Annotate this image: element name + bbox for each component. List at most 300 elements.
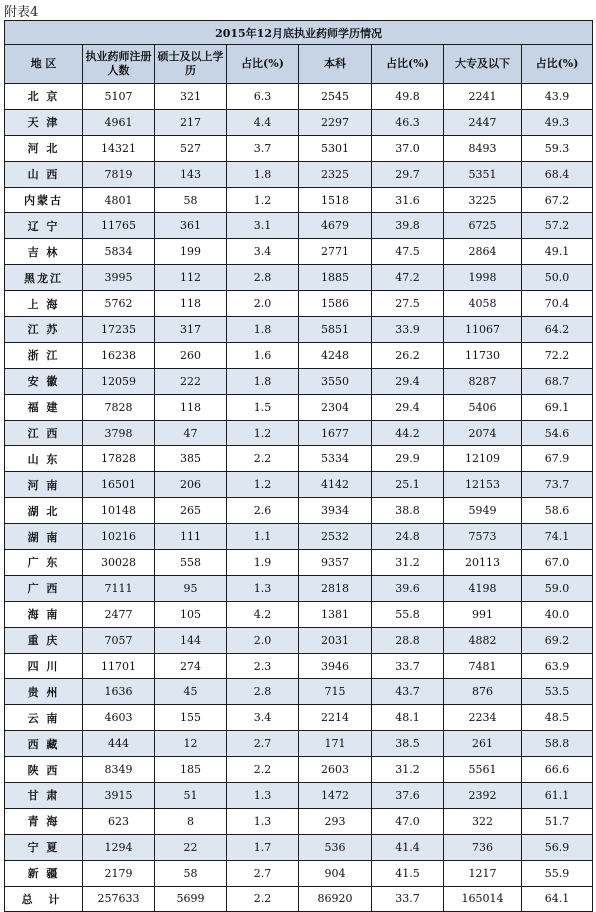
masters-pct-cell: 2.2 <box>227 757 299 783</box>
region-cell: 青 海 <box>5 808 83 834</box>
registered-cell: 3995 <box>83 265 155 291</box>
masters-pct-cell: 3.4 <box>227 705 299 731</box>
college-cell: 991 <box>444 601 522 627</box>
col-header-college: 大专及以下 <box>444 45 522 84</box>
region-cell: 云 南 <box>5 705 83 731</box>
bachelor-cell: 293 <box>299 808 372 834</box>
masters-cell: 527 <box>155 135 227 161</box>
college-pct-cell: 51.7 <box>522 808 593 834</box>
college-pct-cell: 69.1 <box>522 394 593 420</box>
bachelor-cell: 4248 <box>299 342 372 368</box>
table-row <box>5 472 593 498</box>
registered-cell: 2477 <box>83 601 155 627</box>
bachelor-cell: 1381 <box>299 601 372 627</box>
region-cell: 湖 南 <box>5 524 83 550</box>
table-row <box>5 550 593 576</box>
col-header-college-pct: 占比(%) <box>522 45 593 84</box>
bachelor-pct-cell: 44.2 <box>372 420 444 446</box>
college-cell: 11067 <box>444 317 522 343</box>
registered-cell: 16501 <box>83 472 155 498</box>
bachelor-cell: 4142 <box>299 472 372 498</box>
masters-cell: 155 <box>155 705 227 731</box>
table-row <box>5 291 593 317</box>
college-cell: 6725 <box>444 213 522 239</box>
total-masters-pct-cell: 2.2 <box>227 886 299 911</box>
bachelor-cell: 2532 <box>299 524 372 550</box>
bachelor-pct-cell: 41.4 <box>372 834 444 860</box>
college-cell: 1217 <box>444 860 522 886</box>
bachelor-cell: 1518 <box>299 187 372 213</box>
region-cell: 上 海 <box>5 291 83 317</box>
bachelor-pct-cell: 29.4 <box>372 394 444 420</box>
masters-cell: 385 <box>155 446 227 472</box>
masters-pct-cell: 1.8 <box>227 368 299 394</box>
masters-cell: 45 <box>155 679 227 705</box>
region-cell: 重 庆 <box>5 627 83 653</box>
masters-pct-cell: 1.3 <box>227 575 299 601</box>
masters-pct-cell: 2.7 <box>227 731 299 757</box>
bachelor-pct-cell: 24.8 <box>372 524 444 550</box>
masters-pct-cell: 3.4 <box>227 239 299 265</box>
bachelor-cell: 536 <box>299 834 372 860</box>
masters-cell: 118 <box>155 291 227 317</box>
region-cell: 陕 西 <box>5 757 83 783</box>
bachelor-cell: 9357 <box>299 550 372 576</box>
registered-cell: 12059 <box>83 368 155 394</box>
bachelor-cell: 1885 <box>299 265 372 291</box>
table-row <box>5 731 593 757</box>
masters-cell: 47 <box>155 420 227 446</box>
college-pct-cell: 68.4 <box>522 161 593 187</box>
bachelor-pct-cell: 46.3 <box>372 109 444 135</box>
region-cell: 浙 江 <box>5 342 83 368</box>
college-pct-cell: 74.1 <box>522 524 593 550</box>
total-bachelor-pct-cell: 33.7 <box>372 886 444 911</box>
bachelor-pct-cell: 49.8 <box>372 84 444 110</box>
college-pct-cell: 73.7 <box>522 472 593 498</box>
col-header-region: 地 区 <box>5 45 83 84</box>
registered-cell: 11765 <box>83 213 155 239</box>
college-cell: 8493 <box>444 135 522 161</box>
bachelor-cell: 5334 <box>299 446 372 472</box>
region-cell: 西 藏 <box>5 731 83 757</box>
college-cell: 5351 <box>444 161 522 187</box>
bachelor-cell: 1472 <box>299 783 372 809</box>
masters-cell: 361 <box>155 213 227 239</box>
college-pct-cell: 56.9 <box>522 834 593 860</box>
table-row <box>5 627 593 653</box>
bachelor-pct-cell: 39.8 <box>372 213 444 239</box>
bachelor-pct-cell: 55.8 <box>372 601 444 627</box>
bachelor-pct-cell: 47.2 <box>372 265 444 291</box>
masters-pct-cell: 6.3 <box>227 84 299 110</box>
college-pct-cell: 49.3 <box>522 109 593 135</box>
table-row <box>5 239 593 265</box>
college-cell: 261 <box>444 731 522 757</box>
college-cell: 4058 <box>444 291 522 317</box>
bachelor-cell: 5851 <box>299 317 372 343</box>
bachelor-cell: 904 <box>299 860 372 886</box>
region-cell: 山 东 <box>5 446 83 472</box>
college-pct-cell: 49.1 <box>522 239 593 265</box>
registered-cell: 1636 <box>83 679 155 705</box>
college-cell: 2392 <box>444 783 522 809</box>
masters-cell: 222 <box>155 368 227 394</box>
col-header-masters: 硕士及以上学历 <box>155 45 227 84</box>
masters-pct-cell: 1.7 <box>227 834 299 860</box>
registered-cell: 623 <box>83 808 155 834</box>
table-row <box>5 109 593 135</box>
registered-cell: 7819 <box>83 161 155 187</box>
masters-pct-cell: 4.4 <box>227 109 299 135</box>
masters-pct-cell: 3.1 <box>227 213 299 239</box>
masters-cell: 51 <box>155 783 227 809</box>
total-registered-cell: 257633 <box>83 886 155 911</box>
table-title: 2015年12月底执业药师学历情况 <box>5 21 593 45</box>
region-cell: 吉 林 <box>5 239 83 265</box>
masters-pct-cell: 2.7 <box>227 860 299 886</box>
table-row <box>5 213 593 239</box>
table-row <box>5 783 593 809</box>
table-row <box>5 394 593 420</box>
region-cell: 江 西 <box>5 420 83 446</box>
college-pct-cell: 48.5 <box>522 705 593 731</box>
table-row <box>5 498 593 524</box>
bachelor-cell: 2325 <box>299 161 372 187</box>
masters-pct-cell: 2.3 <box>227 653 299 679</box>
bachelor-pct-cell: 47.0 <box>372 808 444 834</box>
masters-cell: 118 <box>155 394 227 420</box>
region-cell: 河 北 <box>5 135 83 161</box>
registered-cell: 10148 <box>83 498 155 524</box>
registered-cell: 17828 <box>83 446 155 472</box>
bachelor-cell: 2545 <box>299 84 372 110</box>
masters-pct-cell: 1.9 <box>227 550 299 576</box>
masters-cell: 12 <box>155 731 227 757</box>
bachelor-cell: 3946 <box>299 653 372 679</box>
bachelor-pct-cell: 31.6 <box>372 187 444 213</box>
masters-cell: 265 <box>155 498 227 524</box>
bachelor-pct-cell: 43.7 <box>372 679 444 705</box>
total-masters-cell: 5699 <box>155 886 227 911</box>
masters-cell: 143 <box>155 161 227 187</box>
college-cell: 2241 <box>444 84 522 110</box>
bachelor-pct-cell: 31.2 <box>372 757 444 783</box>
bachelor-pct-cell: 25.1 <box>372 472 444 498</box>
region-cell: 新 疆 <box>5 860 83 886</box>
college-pct-cell: 61.1 <box>522 783 593 809</box>
college-cell: 5949 <box>444 498 522 524</box>
registered-cell: 444 <box>83 731 155 757</box>
region-cell: 安 徽 <box>5 368 83 394</box>
bachelor-cell: 1677 <box>299 420 372 446</box>
bachelor-pct-cell: 38.8 <box>372 498 444 524</box>
bachelor-pct-cell: 33.7 <box>372 653 444 679</box>
masters-pct-cell: 2.8 <box>227 679 299 705</box>
registered-cell: 5834 <box>83 239 155 265</box>
college-pct-cell: 40.0 <box>522 601 593 627</box>
registered-cell: 4603 <box>83 705 155 731</box>
bachelor-pct-cell: 47.5 <box>372 239 444 265</box>
bachelor-pct-cell: 48.1 <box>372 705 444 731</box>
college-pct-cell: 55.9 <box>522 860 593 886</box>
college-cell: 2234 <box>444 705 522 731</box>
region-cell: 甘 肃 <box>5 783 83 809</box>
bachelor-pct-cell: 29.9 <box>372 446 444 472</box>
bachelor-pct-cell: 26.2 <box>372 342 444 368</box>
registered-cell: 7057 <box>83 627 155 653</box>
college-pct-cell: 57.2 <box>522 213 593 239</box>
bachelor-cell: 5301 <box>299 135 372 161</box>
table-body <box>5 84 593 912</box>
registered-cell: 10216 <box>83 524 155 550</box>
college-cell: 2074 <box>444 420 522 446</box>
registered-cell: 8349 <box>83 757 155 783</box>
masters-cell: 58 <box>155 187 227 213</box>
table-row <box>5 342 593 368</box>
registered-cell: 7111 <box>83 575 155 601</box>
college-cell: 5561 <box>444 757 522 783</box>
masters-pct-cell: 2.0 <box>227 627 299 653</box>
region-cell: 广 西 <box>5 575 83 601</box>
region-cell: 山 西 <box>5 161 83 187</box>
registered-cell: 4961 <box>83 109 155 135</box>
total-college-cell: 165014 <box>444 886 522 911</box>
masters-cell: 260 <box>155 342 227 368</box>
college-cell: 8287 <box>444 368 522 394</box>
college-cell: 3225 <box>444 187 522 213</box>
registered-cell: 5762 <box>83 291 155 317</box>
college-cell: 20113 <box>444 550 522 576</box>
table-row <box>5 653 593 679</box>
table-row <box>5 161 593 187</box>
masters-cell: 558 <box>155 550 227 576</box>
table-row <box>5 808 593 834</box>
masters-cell: 199 <box>155 239 227 265</box>
bachelor-pct-cell: 37.0 <box>372 135 444 161</box>
registered-cell: 1294 <box>83 834 155 860</box>
table-row <box>5 135 593 161</box>
college-cell: 12109 <box>444 446 522 472</box>
masters-pct-cell: 1.2 <box>227 420 299 446</box>
masters-pct-cell: 1.2 <box>227 472 299 498</box>
region-cell: 广 东 <box>5 550 83 576</box>
header-row <box>5 45 593 84</box>
total-college-pct-cell: 64.1 <box>522 886 593 911</box>
college-pct-cell: 64.2 <box>522 317 593 343</box>
registered-cell: 5107 <box>83 84 155 110</box>
bachelor-pct-cell: 29.7 <box>372 161 444 187</box>
region-cell: 四 川 <box>5 653 83 679</box>
registered-cell: 7828 <box>83 394 155 420</box>
masters-pct-cell: 2.0 <box>227 291 299 317</box>
region-cell: 天 津 <box>5 109 83 135</box>
bachelor-cell: 2214 <box>299 705 372 731</box>
masters-cell: 217 <box>155 109 227 135</box>
college-pct-cell: 66.6 <box>522 757 593 783</box>
registered-cell: 30028 <box>83 550 155 576</box>
region-cell: 海 南 <box>5 601 83 627</box>
region-cell: 贵 州 <box>5 679 83 705</box>
table-row <box>5 187 593 213</box>
bachelor-cell: 1586 <box>299 291 372 317</box>
table-row <box>5 524 593 550</box>
college-cell: 4882 <box>444 627 522 653</box>
education-table <box>4 20 593 912</box>
bachelor-pct-cell: 31.2 <box>372 550 444 576</box>
masters-cell: 185 <box>155 757 227 783</box>
bachelor-pct-cell: 39.6 <box>372 575 444 601</box>
college-cell: 7481 <box>444 653 522 679</box>
bachelor-pct-cell: 33.9 <box>372 317 444 343</box>
table-row <box>5 860 593 886</box>
col-header-registered: 执业药师注册人数 <box>83 45 155 84</box>
table-row <box>5 317 593 343</box>
masters-cell: 321 <box>155 84 227 110</box>
table-row <box>5 84 593 110</box>
masters-pct-cell: 1.6 <box>227 342 299 368</box>
bachelor-cell: 2603 <box>299 757 372 783</box>
registered-cell: 3915 <box>83 783 155 809</box>
region-cell: 内蒙古 <box>5 187 83 213</box>
college-cell: 11730 <box>444 342 522 368</box>
college-pct-cell: 67.9 <box>522 446 593 472</box>
table-row <box>5 834 593 860</box>
region-cell: 辽 宁 <box>5 213 83 239</box>
college-cell: 7573 <box>444 524 522 550</box>
college-cell: 1998 <box>444 265 522 291</box>
college-pct-cell: 50.0 <box>522 265 593 291</box>
bachelor-pct-cell: 28.8 <box>372 627 444 653</box>
bachelor-pct-cell: 37.6 <box>372 783 444 809</box>
masters-cell: 111 <box>155 524 227 550</box>
registered-cell: 4801 <box>83 187 155 213</box>
region-cell: 河 南 <box>5 472 83 498</box>
table-row <box>5 368 593 394</box>
college-cell: 2864 <box>444 239 522 265</box>
region-cell: 黑龙江 <box>5 265 83 291</box>
college-pct-cell: 58.8 <box>522 731 593 757</box>
region-cell: 宁 夏 <box>5 834 83 860</box>
masters-cell: 58 <box>155 860 227 886</box>
masters-cell: 144 <box>155 627 227 653</box>
masters-cell: 95 <box>155 575 227 601</box>
table-row <box>5 420 593 446</box>
masters-pct-cell: 1.2 <box>227 187 299 213</box>
masters-cell: 317 <box>155 317 227 343</box>
table-row <box>5 601 593 627</box>
bachelor-cell: 3934 <box>299 498 372 524</box>
masters-pct-cell: 1.1 <box>227 524 299 550</box>
masters-pct-cell: 4.2 <box>227 601 299 627</box>
college-pct-cell: 67.0 <box>522 550 593 576</box>
masters-pct-cell: 1.8 <box>227 317 299 343</box>
college-pct-cell: 67.2 <box>522 187 593 213</box>
college-cell: 876 <box>444 679 522 705</box>
region-cell: 湖 北 <box>5 498 83 524</box>
college-pct-cell: 58.6 <box>522 498 593 524</box>
total-bachelor-cell: 86920 <box>299 886 372 911</box>
col-header-masters-pct: 占比(%) <box>227 45 299 84</box>
table-row <box>5 446 593 472</box>
masters-cell: 274 <box>155 653 227 679</box>
table-row <box>5 265 593 291</box>
college-cell: 2447 <box>444 109 522 135</box>
bachelor-cell: 171 <box>299 731 372 757</box>
masters-cell: 8 <box>155 808 227 834</box>
masters-cell: 112 <box>155 265 227 291</box>
masters-cell: 22 <box>155 834 227 860</box>
masters-pct-cell: 1.3 <box>227 808 299 834</box>
total-row <box>5 886 593 911</box>
college-pct-cell: 70.4 <box>522 291 593 317</box>
registered-cell: 11701 <box>83 653 155 679</box>
caption: 附表4 <box>4 5 39 20</box>
col-header-bachelor-pct: 占比(%) <box>372 45 444 84</box>
region-cell: 江 苏 <box>5 317 83 343</box>
college-pct-cell: 54.6 <box>522 420 593 446</box>
masters-pct-cell: 3.7 <box>227 135 299 161</box>
registered-cell: 14321 <box>83 135 155 161</box>
masters-pct-cell: 2.6 <box>227 498 299 524</box>
college-pct-cell: 63.9 <box>522 653 593 679</box>
bachelor-cell: 2304 <box>299 394 372 420</box>
table-row <box>5 757 593 783</box>
college-pct-cell: 69.2 <box>522 627 593 653</box>
registered-cell: 16238 <box>83 342 155 368</box>
college-cell: 4198 <box>444 575 522 601</box>
registered-cell: 2179 <box>83 860 155 886</box>
bachelor-pct-cell: 41.5 <box>372 860 444 886</box>
table-row <box>5 575 593 601</box>
college-pct-cell: 68.7 <box>522 368 593 394</box>
college-cell: 322 <box>444 808 522 834</box>
col-header-bachelor: 本科 <box>299 45 372 84</box>
masters-pct-cell: 2.2 <box>227 446 299 472</box>
college-pct-cell: 72.2 <box>522 342 593 368</box>
college-cell: 5406 <box>444 394 522 420</box>
bachelor-cell: 715 <box>299 679 372 705</box>
registered-cell: 3798 <box>83 420 155 446</box>
bachelor-cell: 3550 <box>299 368 372 394</box>
region-cell: 福 建 <box>5 394 83 420</box>
table-row <box>5 679 593 705</box>
college-cell: 736 <box>444 834 522 860</box>
masters-cell: 105 <box>155 601 227 627</box>
bachelor-cell: 4679 <box>299 213 372 239</box>
college-pct-cell: 59.0 <box>522 575 593 601</box>
bachelor-cell: 2031 <box>299 627 372 653</box>
region-cell: 北 京 <box>5 84 83 110</box>
college-pct-cell: 43.9 <box>522 84 593 110</box>
registered-cell: 17235 <box>83 317 155 343</box>
bachelor-cell: 2297 <box>299 109 372 135</box>
table-row <box>5 705 593 731</box>
masters-cell: 206 <box>155 472 227 498</box>
bachelor-cell: 2771 <box>299 239 372 265</box>
bachelor-pct-cell: 38.5 <box>372 731 444 757</box>
total-region-cell: 总 计 <box>5 886 83 911</box>
bachelor-cell: 2818 <box>299 575 372 601</box>
college-pct-cell: 53.5 <box>522 679 593 705</box>
masters-pct-cell: 1.3 <box>227 783 299 809</box>
bachelor-pct-cell: 27.5 <box>372 291 444 317</box>
masters-pct-cell: 1.5 <box>227 394 299 420</box>
masters-pct-cell: 1.8 <box>227 161 299 187</box>
college-pct-cell: 59.3 <box>522 135 593 161</box>
college-cell: 12153 <box>444 472 522 498</box>
bachelor-pct-cell: 29.4 <box>372 368 444 394</box>
